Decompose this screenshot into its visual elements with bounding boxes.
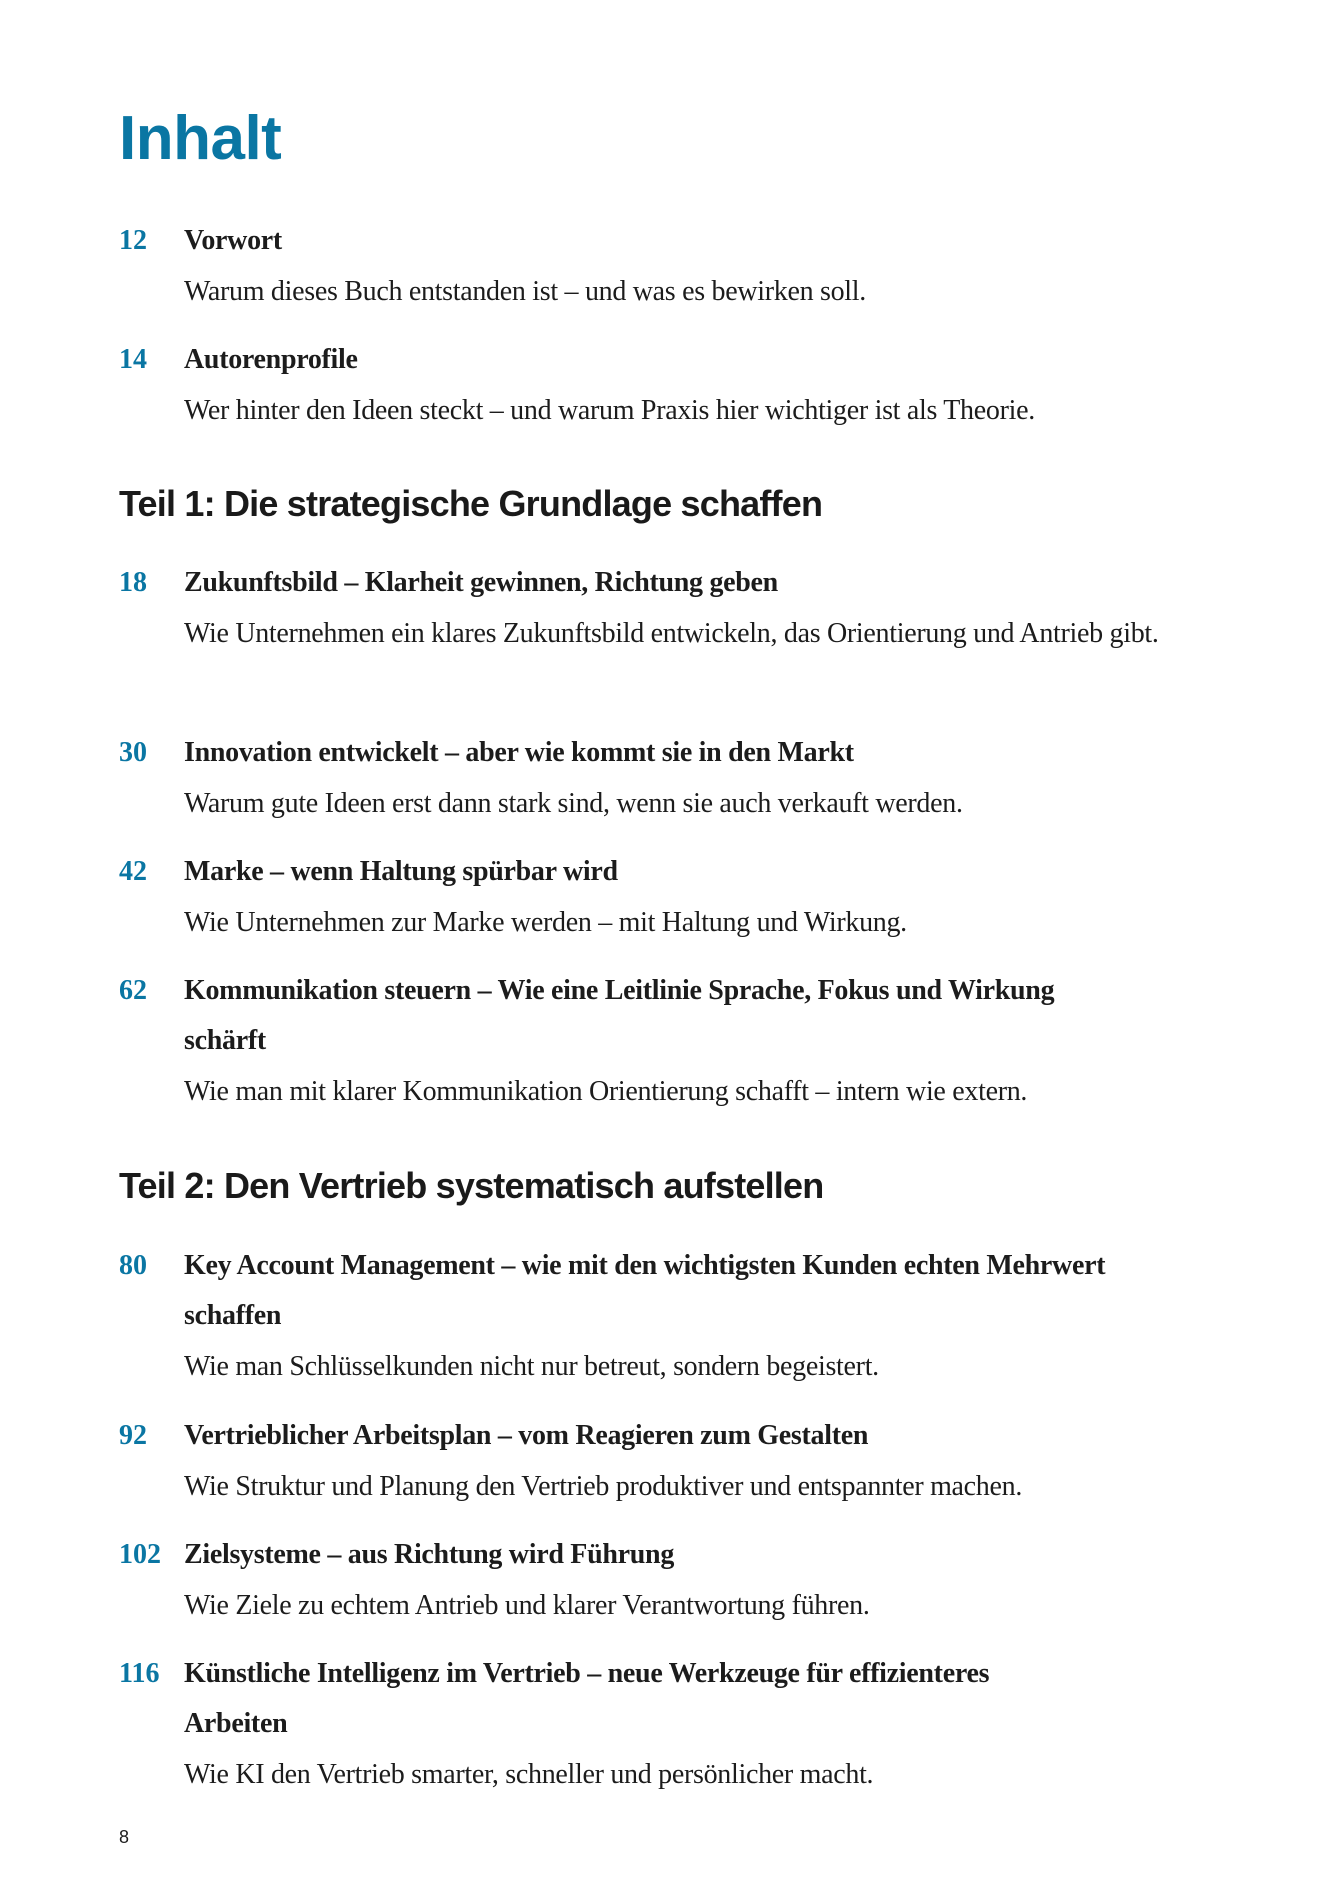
toc-entry[interactable] xyxy=(119,847,1219,948)
toc-entry-page: 92 xyxy=(119,1420,147,1451)
toc-entry[interactable] xyxy=(119,1241,1219,1392)
toc-entry-page: 42 xyxy=(119,856,147,887)
toc-entry-title: Innovation entwickelt – aber wie kommt sie in den Markt xyxy=(184,737,854,768)
toc-entry-description: Wie man Schlüsselkunden nicht nur betreut, sondern begeistert. xyxy=(184,1351,879,1382)
toc-entry-page: 80 xyxy=(119,1250,147,1281)
toc-entry-title: Vorwort xyxy=(184,225,282,256)
toc-entry[interactable] xyxy=(119,1411,1219,1512)
toc-entry-description: Wie Ziele zu echtem Antrieb und klarer Verantwortung führen. xyxy=(184,1590,870,1621)
toc-entry-description: Wie KI den Vertrieb smarter, schneller und persönlicher macht. xyxy=(184,1759,874,1790)
toc-entry-page: 14 xyxy=(119,344,147,375)
toc-entry-description: Wer hinter den Ideen steckt – und warum Praxis hier wichtiger ist als Theorie. xyxy=(184,395,1035,426)
toc-entry[interactable] xyxy=(119,728,1219,829)
toc-entry[interactable] xyxy=(119,335,1219,436)
toc-entry-title: Key Account Management – wie mit den wichtigsten Kunden echten Mehrwert schaffen xyxy=(184,1250,1106,1331)
toc-entry[interactable] xyxy=(119,216,1219,317)
toc-entry-description: Warum gute Ideen erst dann stark sind, wenn sie auch verkauft werden. xyxy=(184,788,963,819)
toc-entry-page: 102 xyxy=(119,1539,161,1570)
toc-entry-title: Zukunftsbild – Klarheit gewinnen, Richtung geben xyxy=(184,567,778,598)
toc-entry-description: Wie Unternehmen ein klares Zukunftsbild entwickeln, das Orientierung und Antrieb gibt. xyxy=(184,618,1159,649)
toc-entry-description: Wie man mit klarer Kommunikation Orientierung schafft – intern wie extern. xyxy=(184,1076,1028,1107)
toc-entry[interactable] xyxy=(119,1649,1219,1800)
page-title: Inhalt xyxy=(119,104,282,173)
toc-entry[interactable] xyxy=(119,1530,1219,1631)
toc-entry-title: Zielsysteme – aus Richtung wird Führung xyxy=(184,1539,675,1570)
toc-entry[interactable] xyxy=(119,558,1219,659)
part-heading: Teil 1: Die strategische Grundlage schaffen xyxy=(119,483,823,524)
toc-entry-page: 18 xyxy=(119,567,147,598)
toc-entry-description: Wie Unternehmen zur Marke werden – mit Haltung und Wirkung. xyxy=(184,907,907,938)
toc-entry-title: Marke – wenn Haltung spürbar wird xyxy=(184,856,618,887)
page-number: 8 xyxy=(119,1827,130,1847)
toc-entry[interactable] xyxy=(119,966,1219,1117)
toc-entry-page: 62 xyxy=(119,975,147,1006)
part-heading: Teil 2: Den Vertrieb systematisch aufstellen xyxy=(119,1165,824,1206)
toc-entry-title: Autorenprofile xyxy=(184,344,358,375)
toc-entry-title: Vertrieblicher Arbeitsplan – vom Reagieren zum Gestalten xyxy=(184,1420,869,1451)
toc-entry-title: Künstliche Intelligenz im Vertrieb – neue Werkzeuge für effizienteres Arbeiten xyxy=(184,1658,990,1739)
toc-entry-page: 12 xyxy=(119,225,147,256)
toc-entry-title: Kommunikation steuern – Wie eine Leitlinie Sprache, Fokus und Wirkung schärft xyxy=(184,975,1055,1056)
toc-entry-page: 116 xyxy=(119,1658,160,1689)
toc-entry-page: 30 xyxy=(119,737,147,768)
toc-entry-description: Wie Struktur und Planung den Vertrieb produktiver und entspannter machen. xyxy=(184,1471,1023,1502)
toc-entry-description: Warum dieses Buch entstanden ist – und was es bewirken soll. xyxy=(184,276,866,307)
